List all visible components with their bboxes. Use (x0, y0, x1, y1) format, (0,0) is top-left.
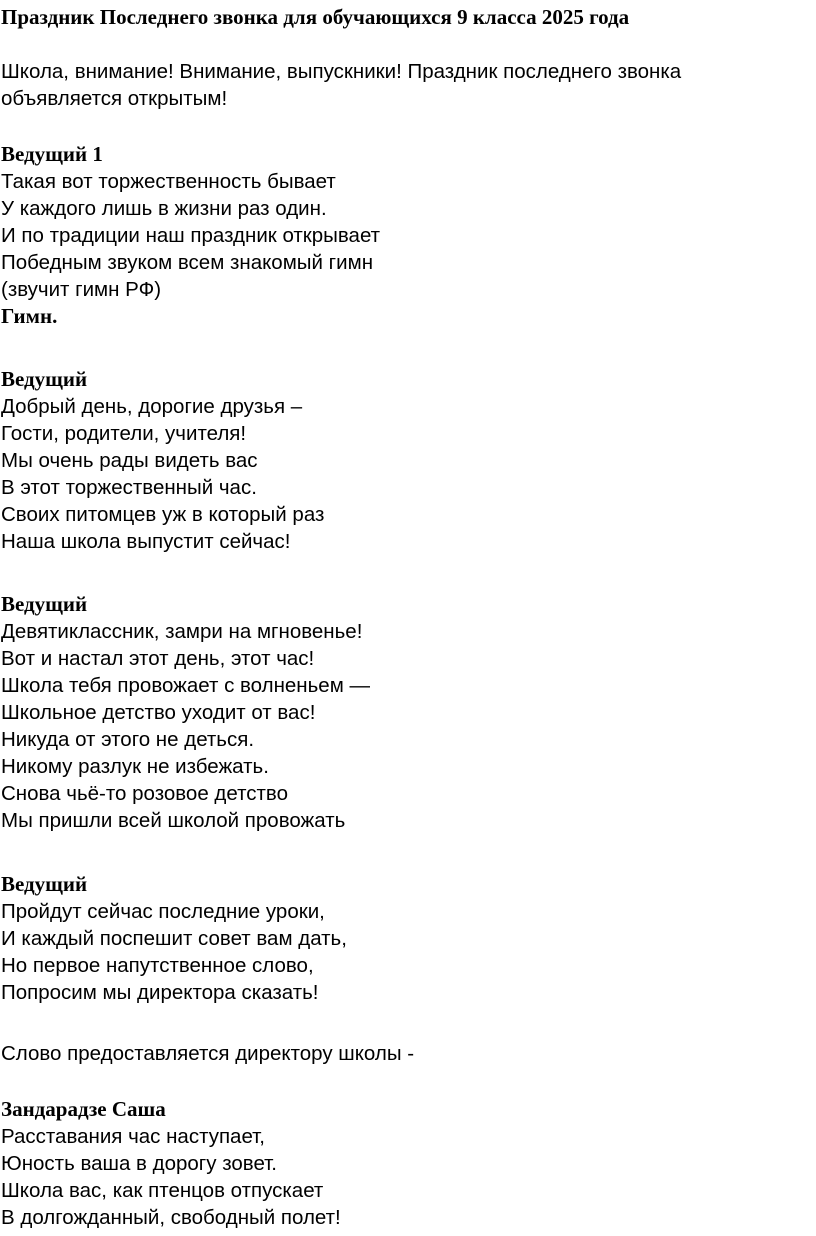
verse-line: Расставания час наступает, (1, 1125, 265, 1148)
speaker-heading: Зандарадзе Саша (1, 1097, 166, 1121)
verse-line: Такая вот торжественность бывает (1, 170, 336, 193)
verse-line: Мы очень рады видеть вас (1, 449, 258, 472)
verse-line: Школьное детство уходит от вас! (1, 701, 316, 724)
speaker-heading: Ведущий (1, 872, 88, 896)
verse-line: Гости, родители, учителя! (1, 422, 247, 445)
speaker-heading: Ведущий (1, 592, 88, 616)
section-1 (1, 141, 380, 330)
verse-line: В этот торжественный час. (1, 476, 257, 499)
verse-line: Школа тебя провожает с волненьем — (1, 674, 370, 697)
verse-line: И каждый поспешит совет вам дать, (1, 927, 347, 950)
verse-line: Девятиклассник, замри на мгновенье! (1, 620, 363, 643)
verse-line: Победным звуком всем знакомый гимн (1, 251, 374, 274)
verse-line: В долгожданный, свободный полет! (1, 1206, 341, 1229)
verse-line: Мы пришли всей школой провожать (1, 809, 346, 832)
verse-line: Пройдут сейчас последние уроки, (1, 900, 325, 923)
document-title: Праздник Последнего звонка для обучающихся 9 класса 2025 года (1, 5, 630, 29)
verse-line: И по традиции наш праздник открывает (1, 224, 381, 247)
verse-line: Но первое напутственное слово, (1, 954, 314, 977)
intro-block (1, 58, 681, 112)
section-5 (1, 1096, 341, 1231)
section-2 (1, 366, 324, 555)
verse-line: Снова чьё-то розовое детство (1, 782, 288, 805)
speaker-heading: Ведущий (1, 367, 88, 391)
anthem-note: Гимн. (1, 304, 58, 328)
verse-line: Своих питомцев уж в который раз (1, 503, 325, 526)
section-4 (1, 871, 347, 1006)
verse-line: Вот и настал этот день, этот час! (1, 647, 315, 670)
verse-line: Никому разлук не избежать. (1, 755, 269, 778)
section-3 (1, 591, 370, 834)
speaker-heading: Ведущий 1 (1, 142, 103, 166)
stage-direction: (звучит гимн РФ) (1, 278, 162, 301)
verse-line: Наша школа выпустит сейчас! (1, 530, 291, 553)
director-line: Слово предоставляется директору школы - (1, 1042, 415, 1065)
verse-line: Юность ваша в дорогу зовет. (1, 1152, 277, 1175)
intro-line: объявляется открытым! (1, 87, 228, 110)
verse-line: У каждого лишь в жизни раз один. (1, 197, 327, 220)
verse-line: Школа вас, как птенцов отпускает (1, 1179, 324, 1202)
verse-line: Добрый день, дорогие друзья – (1, 395, 303, 418)
verse-line: Никуда от этого не деться. (1, 728, 255, 751)
intro-line: Школа, внимание! Внимание, выпускники! Праздник последнего звонка (1, 60, 682, 83)
verse-line: Попросим мы директора сказать! (1, 981, 319, 1004)
